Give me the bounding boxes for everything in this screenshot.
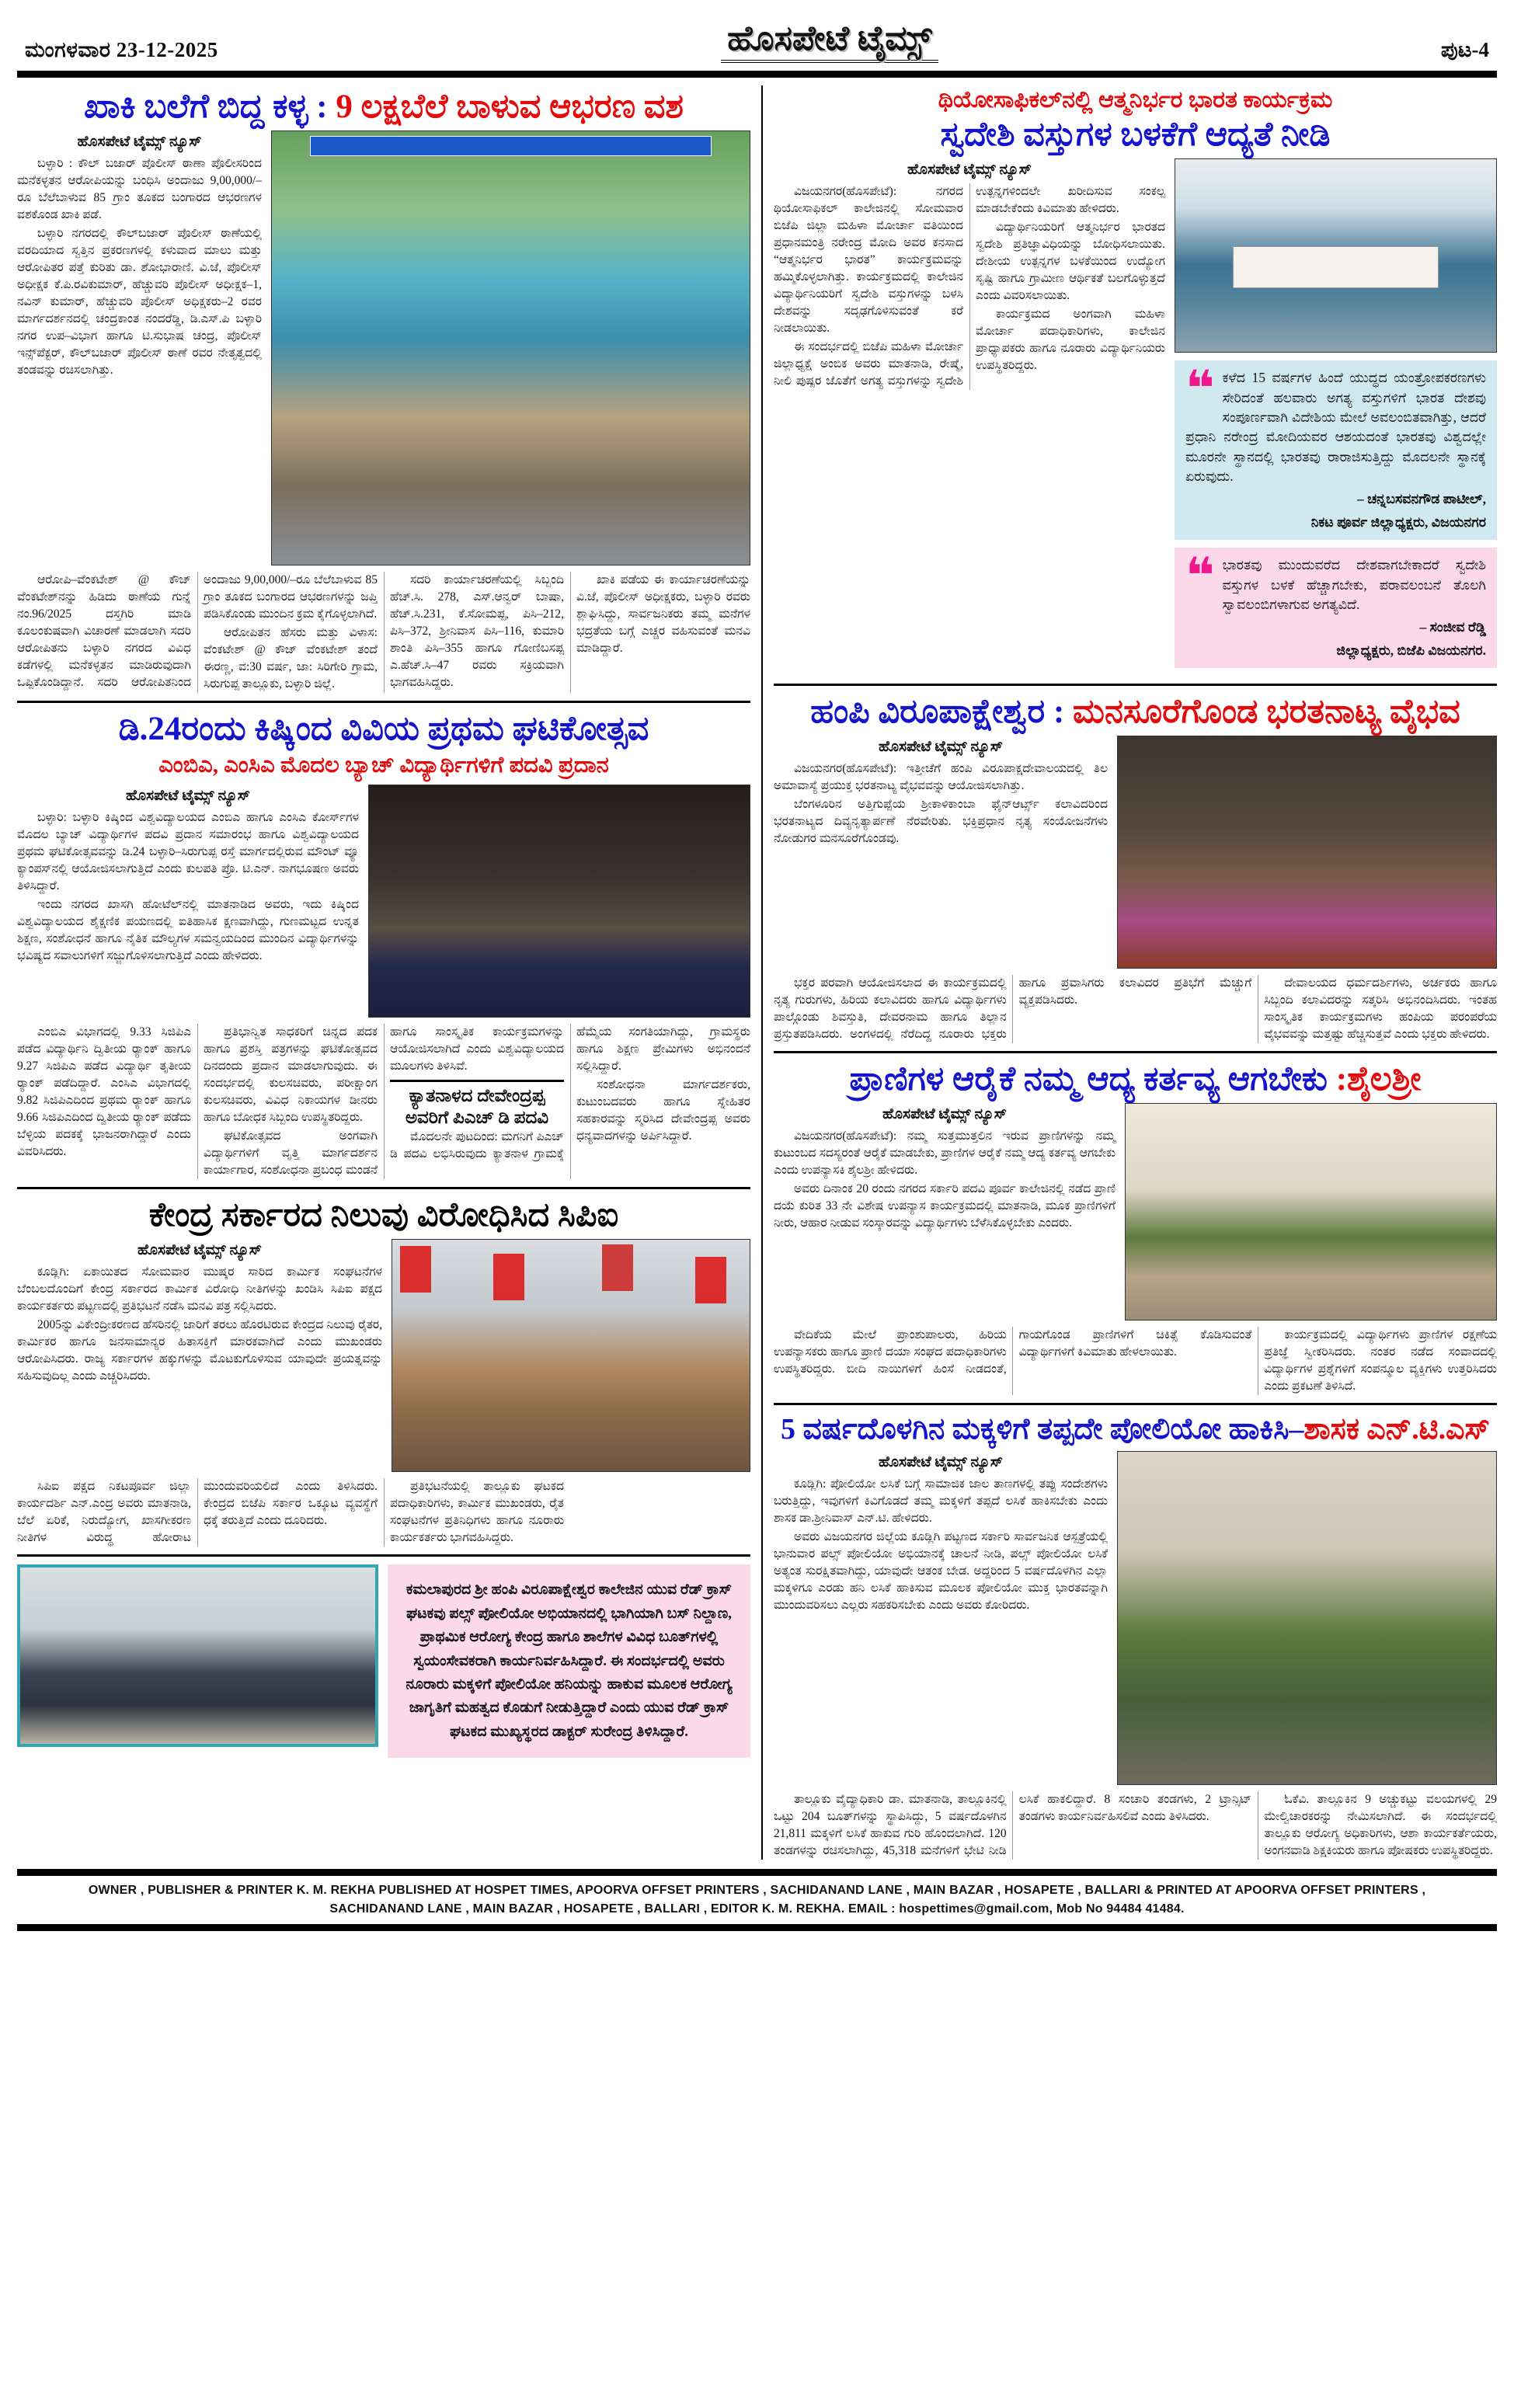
article-swadeshi-kicker: ಥಿಯೋಸಾಫಿಕಲ್‌ನಲ್ಲಿ ಆತ್ಮನಿರ್ಭರ ಭಾರತ ಕಾರ್ಯಕ್ರಮ [938, 87, 1333, 113]
quote-attribution: – ಸಂಜೀವ ರೆಡ್ಡಿ [1419, 619, 1486, 635]
article-polio-top [774, 1451, 1497, 1785]
headline-part-blue: ಹಂಪಿ ವಿರೂಪಾಕ್ಷೇಶ್ವರ : [810, 694, 1074, 731]
section-divider [774, 1051, 1497, 1053]
article-cpi-body [17, 1478, 750, 1547]
right-column [761, 85, 1497, 1860]
body-paragraph: ಬಳ್ಳಾರಿ : ಕೌಲ್ ಬಜಾರ್ ಪೊಲೀಸ್ ಠಾಣಾ ಪೊಲೀಸರಿಂದ ಮನೆಕಳ್ಳತನ ಆರೋಪಿಯನ್ನು ಬಂಧಿಸಿ ಅಂದಾಜು 9,00,000/–ರೂ ಬೆಲೆಬಾಳುವ 85 ಗ್ರಾಂ ತೂಕದ ಬಂಗಾರದ ಆಭರಣಗಳ ವಶಕೊಂಡ ಖಾಕಿ ಪಡೆ. [17, 157, 262, 222]
article-animals-headline [774, 1061, 1497, 1098]
quote-attribution-role: ಜಿಲ್ಲಾಧ್ಯಕ್ಷರು, ಬಿಜೆಪಿ ವಿಜಯನಗರ. [1336, 642, 1486, 658]
article-police-top [17, 130, 750, 565]
article-police-lede [17, 155, 262, 379]
body-paragraph: ವಿಜಯನಗರ(ಹೊಸಪೇಟೆ): ಇತ್ತೀಚೆಗೆ ಹಂಪಿ ವಿರೂಪಾಕ್ಷದೇವಾಲಯದಲ್ಲಿ ತಿಲ ಅಮಾವಾಸ್ಯೆ ಪ್ರಯುಕ್ತ ಭರತನಾಟ್ಯ ವೈಭವವನ್ನು ಆಯೋಜಿಸಲಾಗಿತ್ತು. [774, 762, 1108, 793]
article-cpi-lede [17, 1264, 382, 1385]
photo-polio-launch [1117, 1451, 1497, 1785]
body-paragraph: ಓಕೆವಿ. ತಾಲ್ಲೂಕಿನ 9 ಅಚ್ಚುಕಟ್ಟು ವಲಯಗಳಲ್ಲಿ 29 ಮೇಲ್ವಿಚಾರಕರನ್ನು ನೇಮಿಸಲಾಗಿದೆ. ಈ ಸಂದರ್ಭದಲ್ಲಿ ತಾಲ್ಲೂಕು ಆರೋಗ್ಯ ಅಧಿಕಾರಿಗಳು, ಆಶಾ ಕಾರ್ಯಕರ್ತೆಯರು, ಅಂಗನವಾಡಿ ಶಿಕ್ಷಕಿಯರು ಹಾಗೂ ಪೋಷಕರು ಉಪಸ್ಥಿತರಿದ್ದರು. [1264, 1792, 1497, 1857]
body-paragraph: ಖಾಕಿ ಪಡೆಯ ಈ ಕಾರ್ಯಾಚರಣೆಯನ್ನು ವಿ.ಜೆ, ಪೊಲೀಸ್ ಅಧೀಕ್ಷಕರು, ಬಳ್ಳಾರಿ ರವರು ಶ್ಲಾಘಿಸಿದ್ದು, ಸಾರ್ವಜನಿಕರು ತಮ್ಮ ಮನೆಗಳ ಭದ್ರತೆಯ ಬಗ್ಗೆ ಎಚ್ಚರ ವಹಿಸುವಂತೆ ಮನವಿ ಮಾಡಿದ್ದಾರೆ. [576, 573, 750, 656]
body-paragraph: ಎಂಬಿಎ ವಿಭಾಗದಲ್ಲಿ 9.33 ಸಿಜಿಪಿಎ ಪಡೆದ ವಿದ್ಯಾರ್ಥಿನಿ ದ್ವಿತೀಯ ರ‍್ಯಾಂಕ್ ಹಾಗೂ 9.27 ಸಿಜಿಪಿಎ ಪಡೆದ ವಿದ್ಯಾರ್ಥಿ ತೃತೀಯ ರ‍್ಯಾಂಕ್ ಪಡೆದಿದ್ದಾರೆ. ಎಂಸಿಎ ವಿಭಾಗದಲ್ಲಿ 9.82 ಸಿಜಿಪಿಎದಿಂದ ಪ್ರಥಮ ರ‍್ಯಾಂಕ್ ಹಾಗೂ 9.66 ಸಿಜಿಪಿಎದಿಂದ ದ್ವಿತೀಯ ರ‍್ಯಾಂಕ್ ಪಡೆದು ಬೆಳ್ಳಿಯ ಪದಕಕ್ಕೆ ಭಾಜನರಾಗಿದ್ದಾರೆ ಎಂದು ವಿವರಿಸಿದರು. [17, 1025, 191, 1159]
byline: ಹೊಸಪೇಟೆ ಟೈಮ್ಸ್ ನ್ಯೂಸ್ [137, 1242, 263, 1259]
headline-part-red: ಮನಸೂರೆಗೊಂಡ ಭರತನಾಟ್ಯ ವೈಭವ [1073, 694, 1460, 731]
quote-attribution: – ಚನ್ನಬಸವನಗೌಡ ಪಾಟೀಲ್, [1356, 491, 1486, 507]
article-police-theft [17, 89, 750, 693]
byline: ಹೊಸಪೇಟೆ ಟೈಮ್ಸ್ ನ್ಯೂಸ್ [878, 739, 1004, 756]
body-paragraph: ಕಾರ್ಯಕ್ರಮದ ಅಂಗವಾಗಿ ಮಹಿಳಾ ಮೋರ್ಚಾ ಪದಾಧಿಕಾರಿಗಳು, ಕಾಲೇಜಿನ ಪ್ರಾಧ್ಯಾಪಕರು ಹಾಗೂ ನೂರಾರು ವಿದ್ಯಾರ್ಥಿನಿಯರು ಉಪಸ್ಥಿತರಿದ್ದರು. [976, 308, 1165, 373]
body-paragraph: ಮೊದಲನೇ ಪುಟದಿಂದ: ಮಗನಿಗೆ ಪಿಎಚ್ ಡಿ ಪದವಿ ಲಭಿಸಿರುವುದು ಕ್ಯಾತನಾಳ ಗ್ರಾಮಕ್ಕೆ ಹೆಮ್ಮೆಯ ಸಂಗತಿಯಾಗಿದ್ದು, ಗ್ರಾಮಸ್ಥರು ಹಾಗೂ ಶಿಕ್ಷಣ ಪ್ರೇಮಿಗಳು ಅಭಿನಂದನೆ ಸಲ್ಲಿಸಿದ್ದಾರೆ. [390, 1025, 750, 1161]
article-animals-lede [774, 1128, 1115, 1232]
article-convocation-lede [17, 809, 359, 965]
article-cpi-headline: ಕೇಂದ್ರ ಸರ್ಕಾರದ ನಿಲುವು ವಿರೋಧಿಸಿದ ಸಿಪಿಐ [148, 1197, 619, 1234]
article-police-lede-column [17, 130, 262, 565]
quote-attribution-role: ನಿಕಟ ಪೂರ್ವ ಜಿಲ್ಲಾಧ್ಯಕ್ಷರು, ವಿಜಯನಗರ [1310, 513, 1486, 530]
article-swadeshi [774, 87, 1497, 676]
article-swadeshi-body [774, 183, 1165, 390]
photo-banner [1233, 246, 1438, 288]
photo-convocation-dais [368, 785, 750, 1018]
article-animals-body [774, 1327, 1497, 1395]
body-paragraph: ವೇದಿಕೆಯ ಮೇಲೆ ಪ್ರಾಂಶುಪಾಲರು, ಹಿರಿಯ ಉಪನ್ಯಾಸಕರು ಹಾಗೂ ಪ್ರಾಣಿ ದಯಾ ಸಂಘದ ಪದಾಧಿಕಾರಿಗಳು ಉಪಸ್ಥಿತರಿದ್ದರು. ಬೀದಿ ನಾಯಿಗಳಿಗೆ ಹಿಂಸೆ ನೀಡದಂತೆ, ಗಾಯಗೊಂಡ ಪ್ರಾಣಿಗಳಿಗೆ ಚಿಕಿತ್ಸೆ ಕೊಡಿಸುವಂತೆ ವಿದ್ಯಾರ್ಥಿಗಳಿಗೆ ಕಿವಿಮಾತು ಹೇಳಲಾಯಿತು. [774, 1328, 1252, 1376]
body-paragraph: ಕೂಡ್ಲಿಗಿ: ಏಕಾಯಿತದ ಸೋಮವಾರ ಮುಷ್ಕರ ಸಾರಿದ ಕಾರ್ಮಿಕ ಸಂಘಟನೆಗಳ ಬೆಂಬಲದೊಂದಿಗೆ ಕೇಂದ್ರ ಸರ್ಕಾರದ ಕಾರ್ಮಿಕ ವಿರೋಧಿ ನೀತಿಗಳನ್ನು ಖಂಡಿಸಿ ಸಿಪಿಐ ಪಕ್ಷದ ಕಾರ್ಯಕರ್ತರು ಪಟ್ಟಣದಲ್ಲಿ ಪ್ರತಿಭಟನೆ ನಡೆಸಿ ಮನವಿ ಪತ್ರ ಸಲ್ಲಿಸಿದರು. [17, 1265, 382, 1314]
article-hampi-top [774, 736, 1497, 969]
headline-part-red: ಶಾಸಕ ಎನ್.ಟಿ.ಎಸ್ [1303, 1413, 1490, 1446]
article-convocation-subhead: ಎಂಬಿಎ, ಎಂಸಿಎ ಮೊದಲ ಬ್ಯಾಚ್ ವಿದ್ಯಾರ್ಥಿಗಳಿಗೆ ಪದವಿ ಪ್ರದಾನ [158, 753, 609, 778]
section-divider [17, 1554, 750, 1557]
page-body [17, 85, 1497, 1860]
imprint-line-1: OWNER , PUBLISHER & PRINTER K. M. REKHA PUBLISHED AT HOSPET TIMES, APOORVA OFFSET PRINTERS , SACHIDANAND LANE , MAIN BAZAR , HOSAPETE , BALLARI & PRINTED AT APOORVA OFFSET PRINTERS , [88, 1883, 1426, 1897]
photo-animal-care-talk [1125, 1103, 1497, 1321]
body-paragraph: ಈ ಸಂದರ್ಭದಲ್ಲಿ ಬಿಜೆಪಿ ಮಹಿಳಾ ಮೋರ್ಚಾ ಜಿಲ್ಲಾಧ್ಯಕ್ಷೆ ಅಂಬಿಕ ಅವರು ಮಾತನಾಡಿ, ರೇಷ್ಮೆ, ನೀಲಿ ಪುಷ್ಪರ ಜೊತೆಗೆ ಅಗತ್ಯ ವಸ್ತುಗಳನ್ನು ಸ್ವದೇಶಿ ಉತ್ಪನ್ನಗಳಿಂದಲೇ ಖರೀದಿಸುವ ಸಂಕಲ್ಪ ಮಾಡಬೇಕೆಂದು ಕಿವಿಮಾತು ಹೇಳಿದರು. [774, 185, 1165, 388]
article-swadeshi-media-column [1175, 158, 1497, 676]
section-divider [17, 1187, 750, 1189]
article-swadeshi-text-column [774, 158, 1165, 676]
section-divider [774, 684, 1497, 686]
headline-part-blue: 5 ವರ್ಷದೊಳಗಿನ ಮಕ್ಕಳಿಗೆ ತಪ್ಪದೇ ಪೋಲಿಯೋ ಹಾಕಿಸಿ– [781, 1413, 1304, 1446]
byline: ಹೊಸಪೇಟೆ ಟೈಮ್ಸ್ ನ್ಯೂಸ್ [882, 1106, 1008, 1123]
article-cpi-top [17, 1239, 750, 1472]
imprint-footer [17, 1869, 1497, 1931]
article-hampi-lede-column [774, 736, 1108, 969]
article-hampi-dance [774, 694, 1497, 1043]
page-title: ಹೊಸಪೇಟೆ ಟೈಮ್ಸ್ [721, 19, 938, 63]
body-paragraph: ಸಿಪಿಐ ಪಕ್ಷದ ನಿಕಟಪೂರ್ವ ಜಿಲ್ಲಾ ಕಾರ್ಯದರ್ಶಿ ಎನ್.ಎಂದ್ರ ಅವರು ಮಾತನಾಡಿ, ಬೆಲೆ ಏರಿಕೆ, ನಿರುದ್ಯೋಗ, ಖಾಸಗೀಕರಣ ನೀತಿಗಳ ವಿರುದ್ಧ ಹೋರಾಟ ಮುಂದುವರಿಯಲಿದೆ ಎಂದು ತಿಳಿಸಿದರು. ಕೇಂದ್ರದ ಬಿಜೆಪಿ ಸರ್ಕಾರ ಒಕ್ಕೂಟ ವ್ಯವಸ್ಥೆಗೆ ಧಕ್ಕೆ ತರುತ್ತಿದೆ ಎಂದು ದೂರಿದರು. [17, 1480, 378, 1545]
headline-part-blue: ಪ್ರಾಣಿಗಳ ಆರೈಕೆ ನಮ್ಮ ಆದ್ಯ ಕರ್ತವ್ಯ ಆಗಬೇಕು [849, 1061, 1336, 1098]
section-divider [17, 701, 750, 703]
photo-police-team [271, 130, 750, 565]
article-cpi-lede-column [17, 1239, 382, 1472]
quote-text: ಕಳೆದ 15 ವರ್ಷಗಳ ಹಿಂದೆ ಯುದ್ಧದ ಯಂತ್ರೋಪಕರಣಗಳು ಸೇರಿದಂತೆ ಹಲವಾರು ಅಗತ್ಯ ವಸ್ತುಗಳಿಗೆ ಭಾರತ ದೇಶವು ಸಂಪೂರ್ಣವಾಗಿ ವಿದೇಶಿಯ ಮೇಲೆ ಅವಲಂಬಿತವಾಗಿತ್ತು, ಆದರೆ ಪ್ರಧಾನಿ ನರೇಂದ್ರ ಮೋದಿಯವರ ಆಶಯದಂತೆ ಭಾರತವು ವಿಶ್ವದಲ್ಲೇ ಮೂರನೇ ಸ್ಥಾನದಲ್ಲಿ ಭಾರತವು ರಾರಾಜಿಸುತ್ತಿದ್ದು ಮೊದಲನೇ ಸ್ಥಾನಕ್ಕೆ ಏರುವುದು. [1185, 370, 1486, 485]
body-paragraph: ಘಟಿಕೋತ್ಸವದ ಅಂಗವಾಗಿ ವಿದ್ಯಾರ್ಥಿಗಳಿಗೆ ವೃತ್ತಿ ಮಾರ್ಗದರ್ಶನ ಕಾರ್ಯಾಗಾರ, ಸಂಶೋಧನಾ ಪ್ರಬಂಧ ಮಂಡನೆ ಹಾಗೂ ಸಾಂಸ್ಕೃತಿಕ ಕಾರ್ಯಕ್ರಮಗಳನ್ನು ಆಯೋಜಿಸಲಾಗಿದೆ ಎಂದು ವಿಶ್ವವಿದ್ಯಾಲಯದ ಮೂಲಗಳು ತಿಳಿಸಿವೆ. [204, 1025, 564, 1178]
body-paragraph: ಅವರು ವಿಜಯನಗರ ಜಿಲ್ಲೆಯ ಕೂಡ್ಲಿಗಿ ಪಟ್ಟಣದ ಸರ್ಕಾರಿ ಸಾರ್ವಜನಿಕ ಆಸ್ಪತ್ರೆಯಲ್ಲಿ ಭಾನುವಾರ ಪಲ್ಸ್ ಪೋಲಿಯೋ ಅಭಿಯಾನಕ್ಕೆ ಚಾಲನೆ ನೀಡಿ, ಪಲ್ಸ್ ಪೋಲಿಯೋ ಲಸಿಕೆ ಅತ್ಯಂತ ಸುರಕ್ಷಿತವಾಗಿದ್ದು, ಯಾವುದೇ ಆತಂಕ ಬೇಡ. ಅದ್ದರಿಂದ 5 ವರ್ಷದೊಳಗಿನ ಎಲ್ಲಾ ಮಕ್ಕಳಿಗೂ ಎರಡು ಹನಿ ಲಸಿಕೆ ಹಾಕಿಸುವ ಮೂಲಕ ಪೋಲಿಯೋ ಮುಕ್ತ ಭಾರತವನ್ನಾಗಿ ಮುಂದುವರಿಸಲು ಎಲ್ಲರು ಸಹಕರಿಸಬೇಕು ಎಂದು ಅವರು ಕೋರಿದರು. [774, 1529, 1108, 1612]
article-animal-care [774, 1061, 1497, 1395]
page-number: ಪುಟ-4 [1440, 38, 1489, 61]
quote-text: ಭಾರತವು ಮುಂದುವರೆದ ದೇಶವಾಗಬೇಕಾದರೆ ಸ್ವದೇಶಿ ವಸ್ತುಗಳ ಬಳಕೆ ಹೆಚ್ಚಾಗಬೇಕು, ಪರಾವಲಂಬನೆ ತೊಲಗಿ ಸ್ವಾವಲಂಬಿಗಳಾಗುವ ಅಗತ್ಯವಿದೆ. [1222, 557, 1486, 612]
section-divider [774, 1403, 1497, 1405]
body-paragraph: ಕಾರ್ಯಕ್ರಮದಲ್ಲಿ ವಿದ್ಯಾರ್ಥಿಗಳು ಪ್ರಾಣಿಗಳ ರಕ್ಷಣೆಯ ಪ್ರತಿಜ್ಞೆ ಸ್ವೀಕರಿಸಿದರು. ನಂತರ ನಡೆದ ಸಂವಾದದಲ್ಲಿ ವಿದ್ಯಾರ್ಥಿಗಳ ಪ್ರಶ್ನೆಗಳಿಗೆ ಸಂಪನ್ಮೂಲ ವ್ಯಕ್ತಿಗಳು ಉತ್ತರಿಸಿದರು ಎಂದು ಪ್ರಕಟಣೆ ತಿಳಿಸಿದೆ. [1264, 1328, 1497, 1394]
article-cpi-protest [17, 1197, 750, 1547]
body-paragraph: ಬೆಂಗಳೂರಿನ ಅತ್ತಿಗುಪ್ಪೆಯ ಶ್ರೀಕಾಳಿಕಾಂಬಾ ಫೈನ್‌ಆರ್ಟ್ಸ್ ಕಲಾವಿದರಿಂದ ಭರತನಾಟ್ಯದ ದಿವ್ಯನೃತ್ಯಾರ್ಪಣೆ ನೆರವೇರಿತು. ಭಕ್ತಿಪ್ರಧಾನ ನೃತ್ಯ ಸಂಯೋಜನೆಗಳು ನೋಡುಗರ ಮನಸೂರೆಗೊಂಡವು. [774, 798, 1108, 846]
article-polio [774, 1413, 1497, 1860]
body-paragraph: ತಾಲ್ಲೂಕು ವೈದ್ಯಾಧಿಕಾರಿ ಡಾ. ಮಾತನಾಡಿ, ತಾಲ್ಲೂಕಿನಲ್ಲಿ ಒಟ್ಟು 204 ಬೂತ್‌ಗಳನ್ನು ಸ್ಥಾಪಿಸಿದ್ದು, 5 ವರ್ಷದೊಳಗಿನ 21,811 ಮಕ್ಕಳಿಗೆ ಲಸಿಕೆ ಹಾಕುವ ಗುರಿ ಹೊಂದಲಾಗಿದೆ. 120 ತಂಡಗಳನ್ನು ರಚಿಸಲಾಗಿದ್ದು, 45,318 ಮನೆಗಳಿಗೆ ಭೇಟಿ ನೀಡಿ ಲಸಿಕೆ ಹಾಕಲಿದ್ದಾರೆ. 8 ಸಂಚಾರಿ ತಂಡಗಳು, 2 ಟ್ರಾನ್ಸಿಟ್ ತಂಡಗಳು ಕಾರ್ಯನಿರ್ವಹಿಸಲಿವೆ ಎಂದು ತಿಳಿಸಿದರು. [774, 1792, 1252, 1857]
photo-cpi-protest [392, 1239, 750, 1472]
footer-bottom-bar [17, 1924, 1497, 1931]
byline: ಹೊಸಪೇಟೆ ಟೈಮ್ಸ್ ನ್ಯೂಸ್ [907, 162, 1032, 179]
photo-swadeshi-group [1175, 158, 1497, 353]
byline: ಹೊಸಪೇಟೆ ಟೈಮ್ಸ್ ನ್ಯೂಸ್ [878, 1453, 1004, 1470]
photo-hampi-dancers [1117, 736, 1497, 969]
article-polio-lede [774, 1476, 1108, 1614]
footer-top-bar [17, 1869, 1497, 1876]
body-paragraph: ಆರೋಪಿತನ ಹೆಸರು ಮತ್ತು ವಿಳಾಸ: ವೆಂಕಟೇಶ್ @ ಕೌಜ್ ವೆಂಕಟೇಶ್ ತಂದೆ ಈರಣ್ಣ, ವ:30 ವರ್ಷ, ಜಾ: ಸಿರಿಗೇರಿ ಗ್ರಾಮ, ಸಿರುಗುಪ್ಪ ತಾಲ್ಲೂಕು, ಬಳ್ಳಾರಿ ಜಿಲ್ಲೆ. [204, 626, 378, 691]
article-hampi-lede [774, 760, 1108, 847]
article-phd-subhead: ಕ್ಯಾತನಾಳದ ದೇವೇಂದ್ರಪ್ಪ ಅವರಿಗೆ ಪಿಎಚ್ ಡಿ ಪದವಿ [390, 1080, 564, 1128]
body-paragraph: ಸದರಿ ಕಾರ್ಯಾಚರಣೆಯಲ್ಲಿ ಸಿಬ್ಬಂದಿ ಹೆಚ್.ಸಿ. 278, ಎಸ್.ಆನ್ವರ್ ಬಾಷಾ, ಹೆಚ್.ಸಿ.231, ಕೆ.ಸೋಮಪ್ಪ, ಪಿಸಿ–212, ಪಿಸಿ–372, ಶ್ರೀನಿವಾಸ ಪಿಸಿ–116, ಕುಮಾರಿ ಶಾಂತಿ ಪಿಸಿ–355 ಹಾಗೂ ಗೋಣಿಬಸಪ್ಪ ಎ.ಹೆಚ್.ಸಿ–47 ರವರು ಸಕ್ರಿಯವಾಗಿ ಭಾಗವಹಿಸಿದ್ದರು. [390, 573, 564, 690]
article-polio-headline [774, 1413, 1497, 1446]
quote-icon: ❝ [1185, 360, 1215, 419]
redcross-text-box: ಕಮಲಾಪುರದ ಶ್ರೀ ಹಂಪಿ ವಿರೂಪಾಕ್ಷೇಶ್ವರ ಕಾಲೇಜಿನ ಯುವ ರೆಡ್ ಕ್ರಾಸ್ ಘಟಕವು ಪಲ್ಸ್ ಪೋಲಿಯೋ ಅಭಿಯಾನದಲ್ಲಿ ಭಾಗಿಯಾಗಿ ಬಸ್ ನಿಲ್ದಾಣ, ಪ್ರಾಥಮಿಕ ಆರೋಗ್ಯ ಕೇಂದ್ರ ಹಾಗೂ ಶಾಲೆಗಳ ವಿವಿಧ ಬೂತ್‌ಗಳಲ್ಲಿ ಸ್ವಯಂಸೇವಕರಾಗಿ ಕಾರ್ಯನಿರ್ವಹಿಸಿದ್ದಾರೆ. ಈ ಸಂದರ್ಭದಲ್ಲಿ ಅವರು ನೂರಾರು ಮಕ್ಕಳಿಗೆ ಪೋಲಿಯೋ ಹನಿಯನ್ನು ಹಾಕುವ ಮೂಲಕ ಆರೋಗ್ಯ ಜಾಗೃತಿಗೆ ಮಹತ್ವದ ಕೊಡುಗೆ ನೀಡುತ್ತಿದ್ದಾರೆ ಎಂದು ಯುವ ರೆಡ್ ಕ್ರಾಸ್ ಘಟಕದ ಮುಖ್ಯಸ್ಥರದ ಡಾಕ್ಟರ್ ಸುರೇಂದ್ರ ತಿಳಿಸಿದ್ದಾರೆ. [388, 1564, 750, 1758]
article-hampi-body [774, 975, 1497, 1043]
headline-part-red: :ಶೈಲಶ್ರೀ [1335, 1061, 1422, 1098]
body-paragraph: ಭಕ್ತರ ಪರವಾಗಿ ಆಯೋಜಿಸಲಾದ ಈ ಕಾರ್ಯಕ್ರಮದಲ್ಲಿ ನೃತ್ಯ ಗುರುಗಳು, ಹಿರಿಯ ಕಲಾವಿದರು ಹಾಗೂ ವಿದ್ಯಾರ್ಥಿಗಳು ಪಾಲ್ಗೊಂಡು ಶಿವಸ್ತುತಿ, ದೇವರನಾಮ ಹಾಗೂ ತಿಲ್ಲಾನ ಪ್ರಸ್ತುತಪಡಿಸಿದರು. ಅಂಗಳದಲ್ಲಿ ನೆರೆದಿದ್ದ ನೂರಾರು ಭಕ್ತರು ಹಾಗೂ ಪ್ರವಾಸಿಗರು ಕಲಾವಿದರ ಪ್ರತಿಭೆಗೆ ಮೆಚ್ಚುಗೆ ವ್ಯಕ್ತಪಡಿಸಿದರು. [774, 976, 1252, 1042]
body-paragraph: ಇಂದು ನಗರದ ಖಾಸಗಿ ಹೋಟೆಲ್‌ನಲ್ಲಿ ಮಾತನಾಡಿದ ಅವರು, ಇದು ಕಿಷ್ಕಿಂದ ವಿಶ್ವವಿದ್ಯಾಲಯದ ಶೈಕ್ಷಣಿಕ ಪಯಣದಲ್ಲಿ ಐತಿಹಾಸಿಕ ಕ್ಷಣವಾಗಿದ್ದು, ಗುಣಮಟ್ಟದ ಉನ್ನತ ಶಿಕ್ಷಣ, ಸಂಶೋಧನೆ ಹಾಗೂ ನೈತಿಕ ಮೌಲ್ಯಗಳ ಸಮನ್ವಯದಿಂದ ಮುಂದಿನ ವಿದ್ಯಾರ್ಥಿಗಳನ್ನು ಭವಿಷ್ಯದ ಸವಾಲುಗಳಿಗೆ ಸಜ್ಜುಗೊಳಿಸಲಾಗುತ್ತಿದೆ ಎಂದು ಹೇಳಿದರು. [17, 898, 359, 963]
article-convocation-headline: ಡಿ.24ರಂದು ಕಿಷ್ಕಿಂದ ವಿವಿಯ ಪ್ರಥಮ ಘಟಿಕೋತ್ಸವ [118, 711, 649, 748]
quote-icon: ❝ [1185, 548, 1215, 606]
quote-box-reddy [1175, 548, 1497, 668]
article-animals-lede-column [774, 1103, 1115, 1321]
article-swadeshi-headline: ಸ್ವದೇಶಿ ವಸ್ತುಗಳ ಬಳಕೆಗೆ ಆದ್ಯತೆ ನೀಡಿ [940, 117, 1331, 153]
body-paragraph: ಅವರು ದಿನಾಂಕ 20 ರಂದು ನಗರದ ಸರ್ಕಾರಿ ಪದವಿ ಪೂರ್ವ ಕಾಲೇಜಿನಲ್ಲಿ ನಡೆದ ಪ್ರಾಣಿ ದಯೆ ಕುರಿತ 33 ನೇ ವಿಶೇಷ ಉಪನ್ಯಾಸ ಕಾರ್ಯಕ್ರಮದಲ್ಲಿ ಮಾತನಾಡಿ, ಮೂಕ ಪ್ರಾಣಿಗಳಿಗೆ ನೀರು, ಆಹಾರ ನೀಡುವ ಸಂಸ್ಕಾರವನ್ನು ವಿದ್ಯಾರ್ಥಿಗಳು ಬೆಳೆಸಿಕೊಳ್ಳಬೇಕು ಎಂದರು. [774, 1182, 1115, 1230]
article-convocation-top [17, 785, 750, 1018]
body-paragraph: ಪ್ರತಿಭಟನೆಯಲ್ಲಿ ತಾಲ್ಲೂಕು ಘಟಕದ ಪದಾಧಿಕಾರಿಗಳು, ಕಾರ್ಮಿಕ ಮುಖಂಡರು, ರೈತ ಸಂಘಟನೆಗಳ ಪ್ರತಿನಿಧಿಗಳು ಹಾಗೂ ನೂರಾರು ಕಾರ್ಯಕರ್ತರು ಭಾಗವಹಿಸಿದ್ದರು. [390, 1480, 564, 1545]
body-paragraph: ಬಳ್ಳಾರಿ: ಬಳ್ಳಾರಿ ಕಿಷ್ಕಿಂದ ವಿಶ್ವವಿದ್ಯಾಲಯದ ಎಂಬಿಎ ಹಾಗೂ ಎಂಸಿಎ ಕೋರ್ಸ್‌ಗಳ ಮೊದಲ ಬ್ಯಾಚ್ ವಿದ್ಯಾರ್ಥಿಗಳ ಪದವಿ ಪ್ರದಾನ ಸಮಾರಂಭ ಹಾಗೂ ವಿಶ್ವವಿದ್ಯಾಲಯದ ಪ್ರಥಮ ಘಟಿಕೋತ್ಸವವನ್ನು ಡಿ.24 ಬಳ್ಳಾರಿ–ಸಿರುಗುಪ್ಪ ರಸ್ತೆ ಮಾರ್ಗದಲ್ಲಿರುವ ಮೌಂಟ್ ವ್ಯೂ ಕ್ಯಾಂಪಸ್‌ನಲ್ಲಿ ಆಯೋಜಿಸಲಾಗುತ್ತಿದೆ ಎಂದು ಕುಲಪತಿ ಪ್ರೊ. ಟಿ.ಎನ್. ನಾಗಭೂಷಣ ಅವರು ತಿಳಿಸಿದ್ದಾರೆ. [17, 811, 359, 893]
headline-part-blue: ಖಾಕಿ ಬಲೆಗೆ ಬಿದ್ದ ಕಳ್ಳ : [83, 89, 336, 125]
quote-box-patil [1175, 360, 1497, 540]
article-hampi-headline [774, 694, 1497, 731]
masthead-row [17, 8, 1497, 68]
article-police-body [17, 572, 750, 693]
article-polio-lede-column [774, 1451, 1108, 1785]
body-paragraph: ಸಂಶೋಧನಾ ಮಾರ್ಗದರ್ಶಕರು, ಕುಟುಂಬದವರು ಹಾಗೂ ಸ್ನೇಹಿತರ ಸಹಕಾರವನ್ನು ಸ್ಮರಿಸಿದ ದೇವೇಂದ್ರಪ್ಪ ಅವರು ಧನ್ಯವಾದಗಳನ್ನು ಅರ್ಪಿಸಿದ್ದಾರೆ. [576, 1078, 750, 1143]
body-paragraph: ವಿದ್ಯಾರ್ಥಿನಿಯರಿಗೆ ಆತ್ಮನಿರ್ಭರ ಭಾರತದ ಸ್ವದೇಶಿ ಪ್ರತಿಜ್ಞಾವಿಧಿಯನ್ನು ಬೋಧಿಸಲಾಯಿತು. ದೇಶೀಯ ಉತ್ಪನ್ನಗಳ ಬಳಕೆಯಿಂದ ಉದ್ಯೋಗ ಸೃಷ್ಟಿ ಹಾಗೂ ಗ್ರಾಮೀಣ ಆರ್ಥಿಕತೆ ಬಲಗೊಳ್ಳುತ್ತದೆ ಎಂದು ವಿವರಿಸಲಾಯಿತು. [976, 221, 1165, 303]
headline-part-red: 9 ಲಕ್ಷಬೆಲೆ ಬಾಳುವ ಆಭರಣ ವಶ [336, 89, 684, 125]
article-convocation-body [17, 1024, 750, 1179]
photo-banner [310, 136, 712, 156]
imprint-line-2: SACHIDANAND LANE , MAIN BAZAR , HOSAPETE , BALLARI , EDITOR K. M. REKHA. EMAIL : hospettimes@gmail.com, Mob No 94484 41484. [329, 1902, 1185, 1916]
article-animals-top [774, 1103, 1497, 1321]
body-paragraph: ದೇವಾಲಯದ ಧರ್ಮದರ್ಶಿಗಳು, ಅರ್ಚಕರು ಹಾಗೂ ಸಿಬ್ಬಂದಿ ಕಲಾವಿದರನ್ನು ಸತ್ಕರಿಸಿ ಅಭಿನಂದಿಸಿದರು. ಇಂತಹ ಸಾಂಸ್ಕೃತಿಕ ಕಾರ್ಯಕ್ರಮಗಳು ಹಂಪಿಯ ಪರಂಪರೆಯ ವೈಭವವನ್ನು ಮತ್ತಷ್ಟು ಹೆಚ್ಚಿಸುತ್ತವೆ ಎಂದು ಭಕ್ತರು ಹೇಳಿದರು. [1264, 976, 1497, 1042]
red-flags [400, 1246, 431, 1293]
masthead-rule [17, 71, 1497, 78]
body-paragraph: ವಿಜಯನಗರ(ಹೊಸಪೇಟೆ): ನಗರದ ಥಿಯೋಸಾಫಿಕಲ್ ಕಾಲೇಜಿನಲ್ಲಿ ಸೋಮವಾರ ಬಿಜೆಪಿ ಜಿಲ್ಲಾ ಮಹಿಳಾ ಮೋರ್ಚಾ ವತಿಯಿಂದ ಪ್ರಧಾನಮಂತ್ರಿ ನರೇಂದ್ರ ಮೋದಿ ಅವರ ಕನಸಾದ “ಆತ್ಮನಿರ್ಭರ ಭಾರತ” ಕಾರ್ಯಕ್ರಮವನ್ನು ಹಮ್ಮಿಕೊಳ್ಳಲಾಗಿತ್ತು. ಕಾರ್ಯಕ್ರಮದಲ್ಲಿ ಕಾಲೇಜಿನ ವಿದ್ಯಾರ್ಥಿನಿಯರಿಗೆ ಸ್ವದೇಶಿ ವಸ್ತುಗಳನ್ನು ಬಳಸಿ ದೇಶವನ್ನು ಸದೃಢಗೊಳಿಸುವಂತೆ ಕರೆ ನೀಡಲಾಯಿತು. [774, 185, 963, 336]
byline: ಹೊಸಪೇಟೆ ಟೈಮ್ಸ್ ನ್ಯೂಸ್ [77, 134, 202, 151]
photo-redcross-volunteers [17, 1564, 378, 1747]
article-convocation [17, 711, 750, 1179]
article-police-headline [17, 89, 750, 126]
body-paragraph: 2005ನ್ನು ವಿಕೇಂದ್ರೀಕರಣದ ಹೆಸರಿನಲ್ಲಿ ಜಾರಿಗೆ ತರಲು ಹೊರಟಿರುವ ಕೇಂದ್ರದ ನಿಲುವು ರೈತರ, ಕಾರ್ಮಿಕರ ಹಾಗೂ ಜನಸಾಮಾನ್ಯರ ಹಿತಾಸಕ್ತಿಗೆ ಮಾರಕವಾಗಿದೆ ಎಂದು ಮುಖಂಡರು ಆರೋಪಿಸಿದರು. ರಾಜ್ಯ ಸರ್ಕಾರಗಳ ಹಕ್ಕುಗಳನ್ನು ಮೊಟಕುಗೊಳಿಸುವ ಯಾವುದೇ ಪ್ರಯತ್ನವನ್ನು ಸಹಿಸುವುದಿಲ್ಲ ಎಂದು ಎಚ್ಚರಿಸಿದರು. [17, 1318, 382, 1383]
body-paragraph: ವಿಜಯನಗರ(ಹೊಸಪೇಟೆ): ನಮ್ಮ ಸುತ್ತಮುತ್ತಲಿನ ಇರುವ ಪ್ರಾಣಿಗಳನ್ನು ನಮ್ಮ ಕುಟುಂಬದ ಸದಸ್ಯರಂತೆ ಆರೈಕೆ ಮಾಡಬೇಕು, ಪ್ರಾಣಿಗಳ ಆರೈಕೆ ನಮ್ಮ ಆದ್ಯ ಕರ್ತವ್ಯ ಆಗಬೇಕು ಎಂದು ಉಪನ್ಯಾಸಕಿ ಶೈಲಶ್ರೀ ಹೇಳಿದರು. [774, 1129, 1115, 1178]
issue-date: ಮಂಗಳವಾರ 23-12-2025 [25, 38, 218, 61]
body-paragraph: ಪ್ರತಿಭಾನ್ವಿತ ಸಾಧಕರಿಗೆ ಚಿನ್ನದ ಪದಕ ಹಾಗೂ ಪ್ರಶಸ್ತಿ ಪತ್ರಗಳನ್ನು ಘಟಿಕೋತ್ಸವದ ದಿನದಂದು ಪ್ರದಾನ ಮಾಡಲಾಗುವುದು. ಈ ಸಂದರ್ಭದಲ್ಲಿ ಕುಲಸಚಿವರು, ಪರೀಕ್ಷಾಂಗ ಕುಲಸಚಿವರು, ವಿವಿಧ ನಿಕಾಯಗಳ ಡೀನರು ಹಾಗೂ ಬೋಧಕ ಸಿಬ್ಬಂದಿ ಉಪಸ್ಥಿತರಿದ್ದರು. [204, 1025, 378, 1125]
article-swadeshi-content [774, 158, 1497, 676]
body-paragraph: ಆರೋಪಿ–ವೆಂಕಟೇಶ್ @ ಕೌಜ್ ವೆಂಕಟೇಶ್‌ನನ್ನು ಹಿಡಿದು ಠಾಣೆಯ ಗುನ್ನೆ ನಂ.96/2025 ದಸ್ತಗಿರಿ ಮಾಡಿ ಕೂಲಂಕುಷವಾಗಿ ವಿಚಾರಣೆ ಮಾಡಲಾಗಿ ಸದರಿ ಆರೋಪಿತನು ಬಳ್ಳಾರಿ ನಗರದ ವಿವಿಧ ಕಡೆಗಳಲ್ಲಿ ಮನೆಕಳ್ಳತನ ಮಾಡಿರುವುದಾಗಿ ಒಪ್ಪಿಕೊಂಡಿದ್ದಾನೆ. ಸದರಿ ಆರೋಪಿತನಿಂದ ಅಂದಾಜು 9,00,000/–ರೂ ಬೆಲೆಬಾಳುವ 85 ಗ್ರಾಂ ತೂಕದ ಬಂಗಾರದ ಆಭರಣಗಳನ್ನು ಜಪ್ತಿ ಪಡಿಸಿಕೊಂಡು ಮುಂದಿನ ಕ್ರಮ ಕೈಗೊಳ್ಳಲಾಗಿದೆ. [17, 573, 378, 690]
article-polio-body [774, 1791, 1497, 1860]
body-paragraph: ಬಳ್ಳಾರಿ ನಗರದಲ್ಲಿ ಕೌಲ್‌ಬಜಾರ್ ಪೊಲೀಸ್ ಠಾಣೆಯಲ್ಲಿ ವರದಿಯಾದ ಸ್ವತ್ತಿನ ಪ್ರಕರಣಗಳಲ್ಲಿ ಕಳುವಾದ ಮಾಲು ಮತ್ತು ಆರೋಪಿತರ ಪತ್ತೆ ಕುರಿತು ಡಾ. ಶೋಭಾರಾಣಿ. ವಿ.ಜೆ, ಪೊಲೀಸ್ ಅಧೀಕ್ಷಕ ಕೆ.ಪಿ.ರವಿಕುಮಾರ್, ಹೆಚ್ಚುವರಿ ಪೊಲೀಸ್ ಅಧೀಕ್ಷಕ–1, ನವಿನ್ ಕುಮಾರ್, ಹೆಚ್ಚುವರಿ ಪೊಲೀಸ್ ಅಧಿಕ್ಷಕರು–2 ರವರ ಮಾರ್ಗದರ್ಶನದಲ್ಲಿ ಚಂದ್ರಕಾಂತ ನಂದರೆಡ್ಡಿ, ಡಿ.ಎಸ್.ಪಿ ಬಳ್ಳಾರಿ ನಗರ ಉಪ–ವಿಭಾಗ ಹಾಗೂ ಟಿ.ಸುಭಾಷ ಚಂದ್ರ, ಪೊಲೀಸ್ ಇನ್ಸ್‌ಪೆಕ್ಟರ್, ಕೌಲ್‌ಬಜಾರ್ ಪೊಲೀಸ್ ಠಾಣೆ ರವರ ನೇತೃತ್ವದಲ್ಲಿ ತಂಡವನ್ನು ರಚಿಸಲಾಗಿತ್ತು. [17, 227, 262, 378]
left-column [17, 85, 761, 1860]
byline: ಹೊಸಪೇಟೆ ಟೈಮ್ಸ್ ನ್ಯೂಸ್ [125, 788, 251, 805]
article-convocation-lede-column [17, 785, 359, 1018]
body-paragraph: ಕೂಡ್ಲಿಗಿ: ಪೋಲಿಯೋ ಲಸಿಕೆ ಬಗ್ಗೆ ಸಾಮಾಜಿಕ ಜಾಲ ತಾಣಗಳಲ್ಲಿ ತಪ್ಪು ಸಂದೇಶಗಳು ಬರುತ್ತಿದ್ದು, ಇವುಗಳಿಗೆ ಕಿವಿಗೊಡದೆ ತಮ್ಮ ಮಕ್ಕಳಿಗೆ ತಪ್ಪದೆ ಲಸಿಕೆ ಹಾಕಿಸಬೇಕು ಎಂದು ಶಾಸಕ ಡಾ.ಶ್ರೀನಿವಾಸ್ ಎನ್.ಟಿ. ಹೇಳಿದರು. [774, 1477, 1108, 1525]
redcross-news-box [17, 1564, 750, 1758]
